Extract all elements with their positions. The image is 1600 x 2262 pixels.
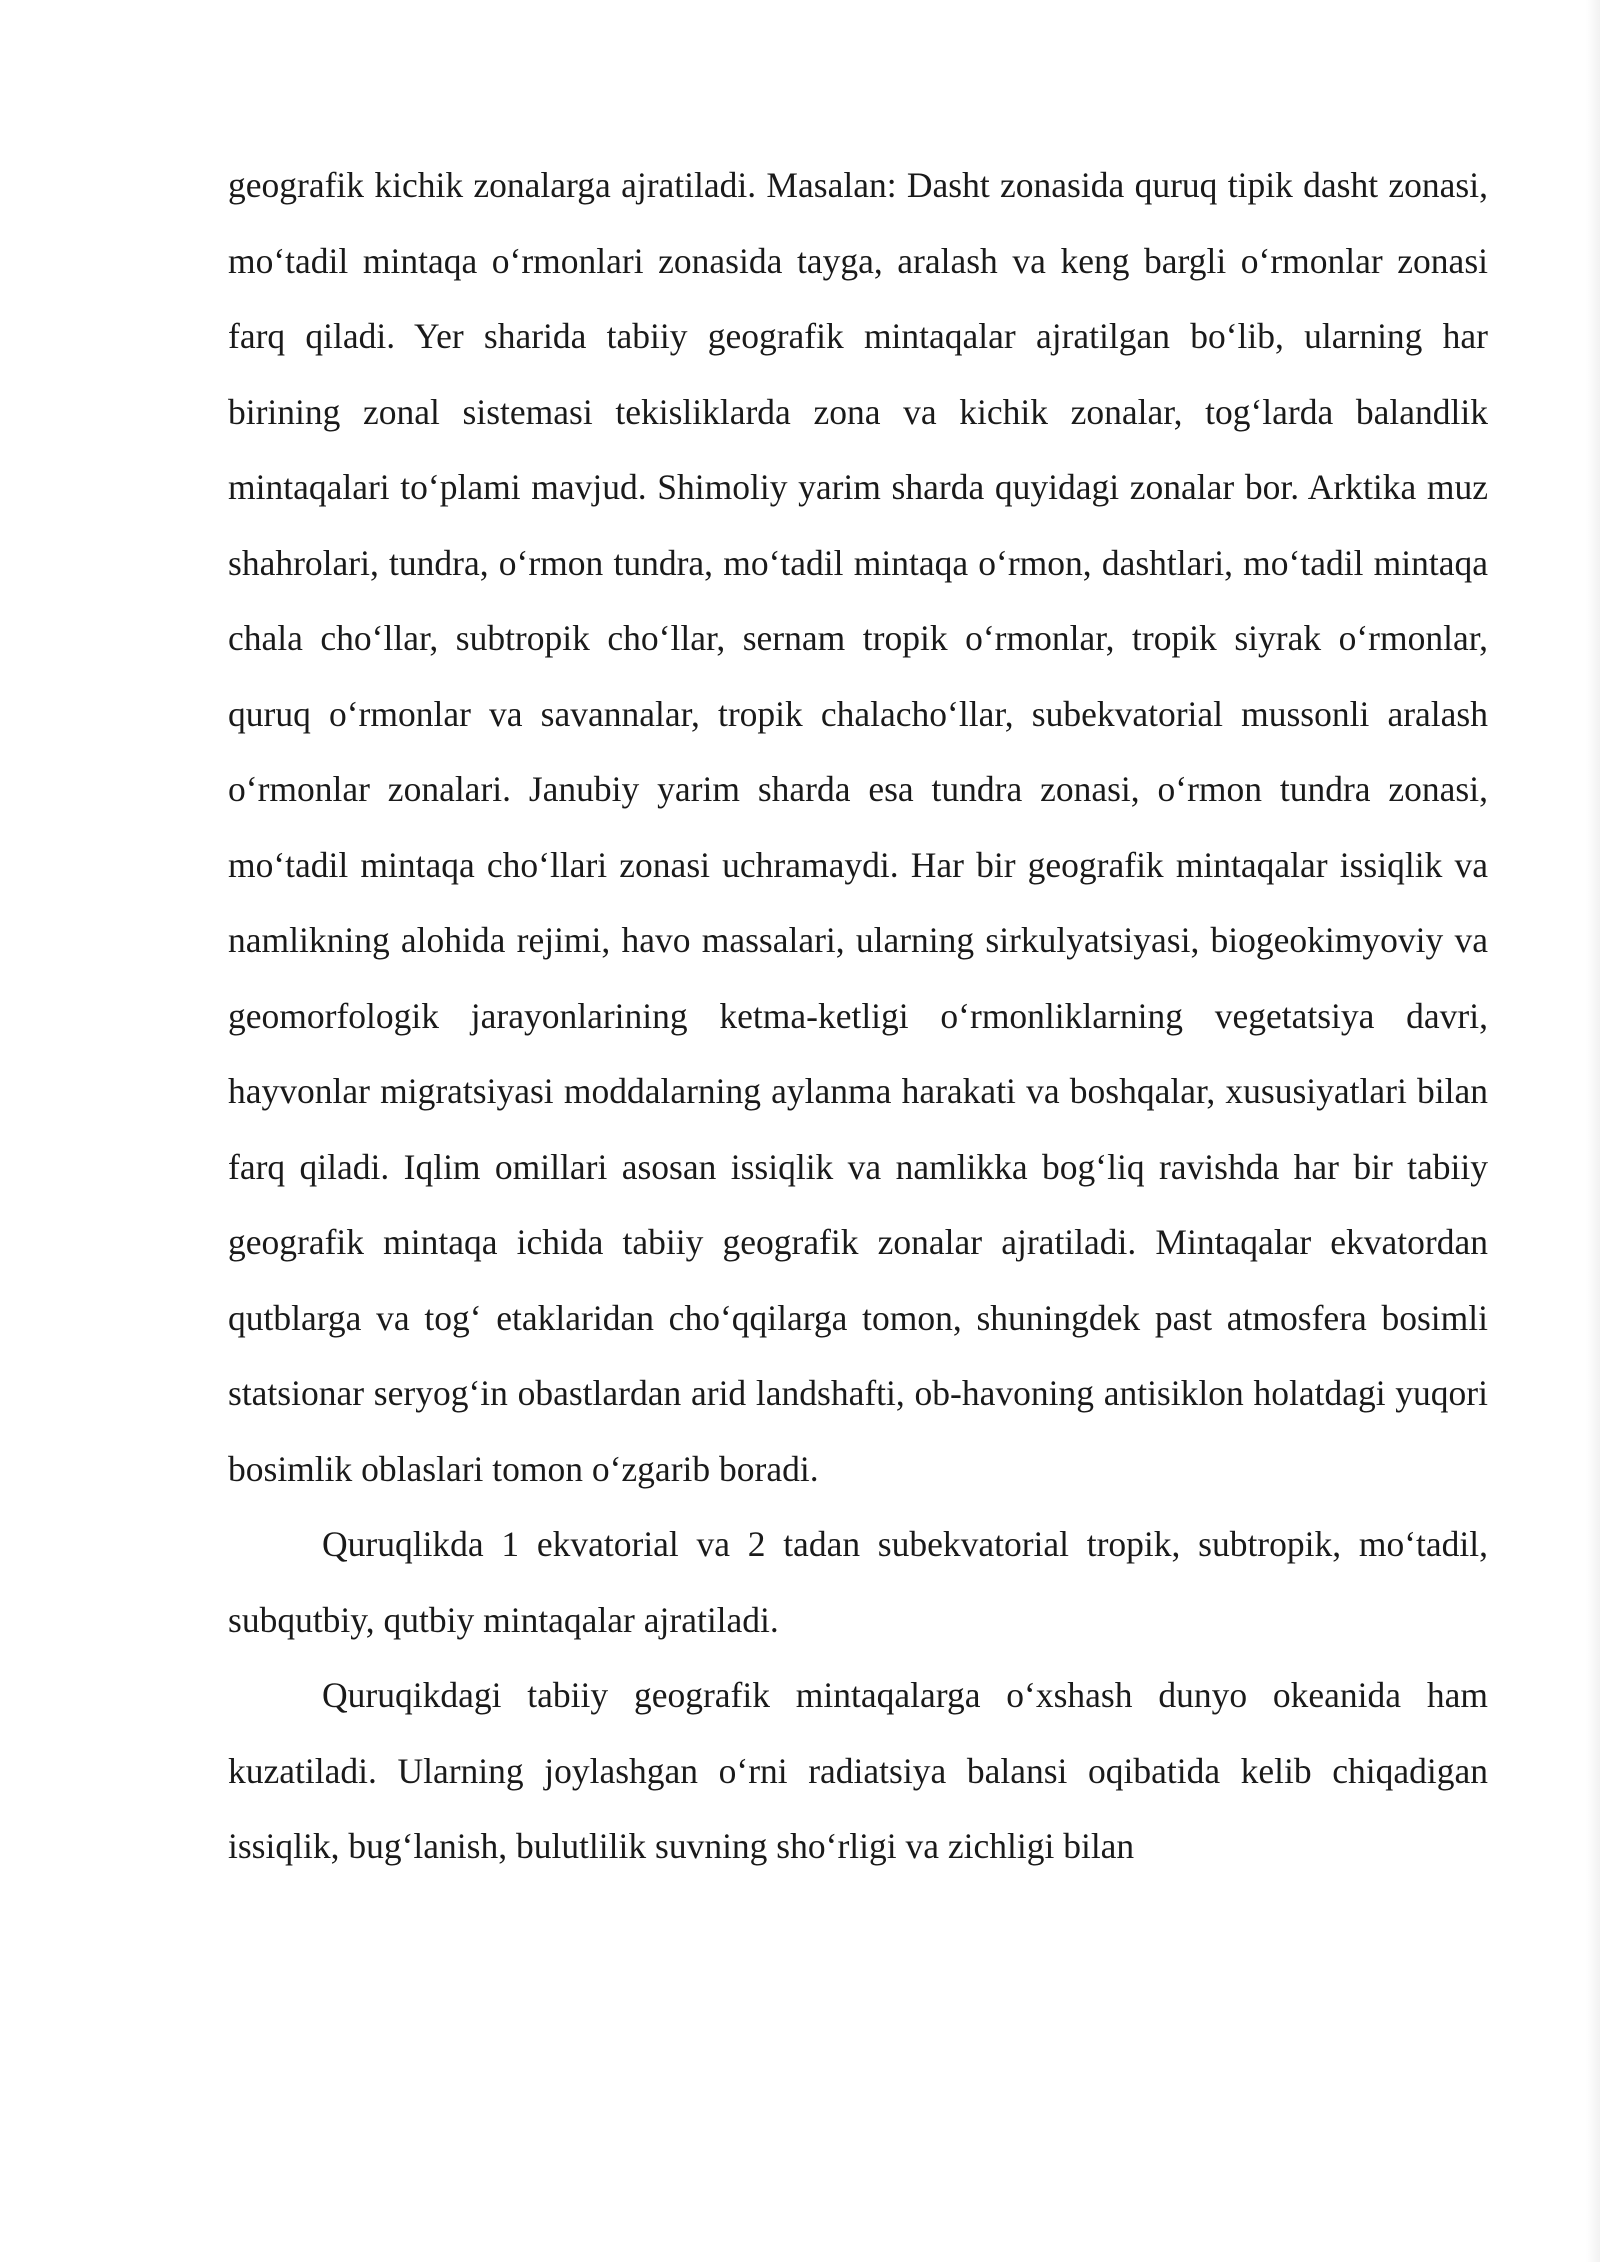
paragraph-ocean-zones: Quruqikdagi tabiiy geografik mintaqalarga o‘xshash dunyo okeanida ham kuzatiladi. Ularning joylashgan o‘rni radiatsiya balansi oqibatida kelib chiqadigan issiqlik, bug‘lanish, bulutlilik suvning sho‘rligi va zichligi bilan — [228, 1675, 1488, 1866]
body-text — [228, 148, 1488, 1885]
page-edge-shadow — [1586, 0, 1600, 2262]
paragraph-land-zones: Quruqlikda 1 ekvatorial va 2 tadan subekvatorial tropik, subtropik, mo‘tadil, subqutbiy, qutbiy mintaqalar ajratiladi. — [228, 1524, 1488, 1640]
paragraph-continuation: geografik kichik zonalarga ajratiladi. Masalan: Dasht zonasida quruq tipik dasht zonasi, mo‘tadil mintaqa o‘rmonlari zonasida tayga, aralash va keng bargli o‘rmonlar zonasi farq qiladi. Yer sharida tabiiy geografik mintaqalar ajratilgan bo‘lib, ularning har birining zonal sistemasi tekisliklarda zona va kichik zonalar, tog‘larda balandlik mintaqalari to‘plami mavjud. Shimoliy yarim sharda quyidagi zonalar bor. Arktika muz shahrolari, tundra, o‘rmon tundra, mo‘tadil mintaqa o‘rmon, dashtlari, mo‘tadil mintaqa chala cho‘llar, subtropik cho‘llar, sernam tropik o‘rmonlar, tropik siyrak o‘rmonlar, quruq o‘rmonlar va savannalar, tropik chalacho‘llar, subekvatorial mussonli aralash o‘rmonlar zonalari. Janubiy yarim sharda esa tundra zonasi, o‘rmon tundra zonasi, mo‘tadil mintaqa cho‘llari zonasi uchramaydi. Har bir geografik mintaqalar issiqlik va namlikning alohida rejimi, havo massalari, ularning sirkulyatsiyasi, biogeokimyoviy va geomorfologik jarayonlarining ketma-ketligi o‘rmonliklarning vegetatsiya davri, hayvonlar migratsiyasi moddalarning aylanma harakati va boshqalar, xususiyatlari bilan farq qiladi. Iqlim omillari asosan issiqlik va namlikka bog‘liq ravishda har bir tabiiy geografik mintaqa ichida tabiiy geografik zonalar ajratiladi. Mintaqalar ekvatordan qutblarga va tog‘ etaklaridan cho‘qqilarga tomon, shuningdek past atmosfera bosimli statsionar seryog‘in obastlardan arid landshafti, ob-havoning antisiklon holatdagi yuqori bosimlik oblaslari tomon o‘zgarib boradi. — [228, 165, 1488, 1489]
